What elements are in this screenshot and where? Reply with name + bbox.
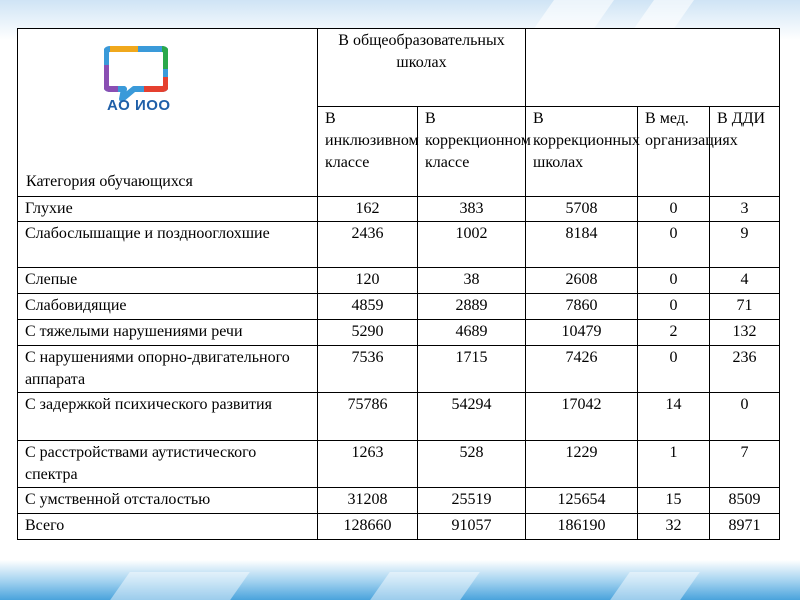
cell-value: 4859: [318, 294, 418, 320]
cell-value: 0: [638, 346, 710, 393]
row-category: С расстройствами аутистического спектра: [18, 441, 318, 488]
cell-value: 1002: [418, 222, 526, 268]
table-row: [18, 488, 780, 514]
cell-value: 4: [710, 268, 780, 294]
row-category: С нарушениями опорно-двигательного аппарата: [18, 346, 318, 393]
organization-logo-icon: [104, 45, 168, 101]
cell-value: 10479: [526, 320, 638, 346]
table-row: [18, 268, 780, 294]
row-category: С умственной отсталостью: [18, 488, 318, 514]
header-row-top: [18, 29, 780, 107]
cell-value: 8971: [710, 514, 780, 540]
table-row: [18, 222, 780, 268]
cell-value: 0: [638, 294, 710, 320]
row-category: С тяжелыми нарушениями речи: [18, 320, 318, 346]
table-row: [18, 320, 780, 346]
cell-value: 5290: [318, 320, 418, 346]
row-category: Глухие: [18, 197, 318, 222]
cell-value: 31208: [318, 488, 418, 514]
cell-value: 528: [418, 441, 526, 488]
row-category: С задержкой психического развития: [18, 393, 318, 441]
table-row: [18, 441, 780, 488]
table-row: [18, 294, 780, 320]
row-category: Всего: [18, 514, 318, 540]
cell-value: 2889: [418, 294, 526, 320]
general-schools-group-header: В общеобразовательных школах: [318, 29, 526, 107]
cell-value: 4689: [418, 320, 526, 346]
cell-value: 91057: [418, 514, 526, 540]
logo-text: АО ИОО: [107, 97, 171, 114]
cell-value: 0: [710, 393, 780, 441]
column-header-medical-orgs: В мед. организациях: [638, 107, 710, 197]
column-header-correctional-schools: В коррекционных школах: [526, 107, 638, 197]
cell-value: 32: [638, 514, 710, 540]
cell-value: 5708: [526, 197, 638, 222]
cell-value: 14: [638, 393, 710, 441]
cell-value: 2608: [526, 268, 638, 294]
table-row: [18, 346, 780, 393]
cell-value: 8509: [710, 488, 780, 514]
cell-value: 162: [318, 197, 418, 222]
cell-value: 71: [710, 294, 780, 320]
cell-value: 0: [638, 197, 710, 222]
row-category: Слабовидящие: [18, 294, 318, 320]
cell-value: 132: [710, 320, 780, 346]
cell-value: 186190: [526, 514, 638, 540]
students-statistics-table: [17, 28, 780, 540]
cell-value: 128660: [318, 514, 418, 540]
cell-value: 1715: [418, 346, 526, 393]
cell-value: 25519: [418, 488, 526, 514]
column-header-inclusive: В инклюзивном классе: [318, 107, 418, 197]
cell-value: 383: [418, 197, 526, 222]
cell-value: 38: [418, 268, 526, 294]
category-header-cell: [18, 29, 318, 197]
cell-value: 0: [638, 222, 710, 268]
cell-value: 54294: [418, 393, 526, 441]
cell-value: 2436: [318, 222, 418, 268]
cell-value: 1263: [318, 441, 418, 488]
cell-value: 75786: [318, 393, 418, 441]
cell-value: 236: [710, 346, 780, 393]
decorative-stripe: [110, 572, 250, 600]
category-column-header: Категория обучающихся: [26, 173, 193, 190]
cell-value: 1: [638, 441, 710, 488]
cell-value: 15: [638, 488, 710, 514]
cell-value: 8184: [526, 222, 638, 268]
cell-value: 7860: [526, 294, 638, 320]
column-header-ddi: В ДДИ: [710, 107, 780, 197]
cell-value: 7536: [318, 346, 418, 393]
empty-header-cell: [526, 29, 780, 107]
cell-value: 125654: [526, 488, 638, 514]
table-row: [18, 393, 780, 441]
cell-value: 120: [318, 268, 418, 294]
cell-value: 0: [638, 268, 710, 294]
total-row: [18, 514, 780, 540]
cell-value: 7: [710, 441, 780, 488]
column-header-correctional-class: В коррекционном классе: [418, 107, 526, 197]
table-row: [18, 197, 780, 222]
cell-value: 9: [710, 222, 780, 268]
row-category: Слепые: [18, 268, 318, 294]
cell-value: 1229: [526, 441, 638, 488]
cell-value: 7426: [526, 346, 638, 393]
cell-value: 17042: [526, 393, 638, 441]
cell-value: 2: [638, 320, 710, 346]
cell-value: 3: [710, 197, 780, 222]
row-category: Слабослышащие и позднооглохшие: [18, 222, 318, 268]
